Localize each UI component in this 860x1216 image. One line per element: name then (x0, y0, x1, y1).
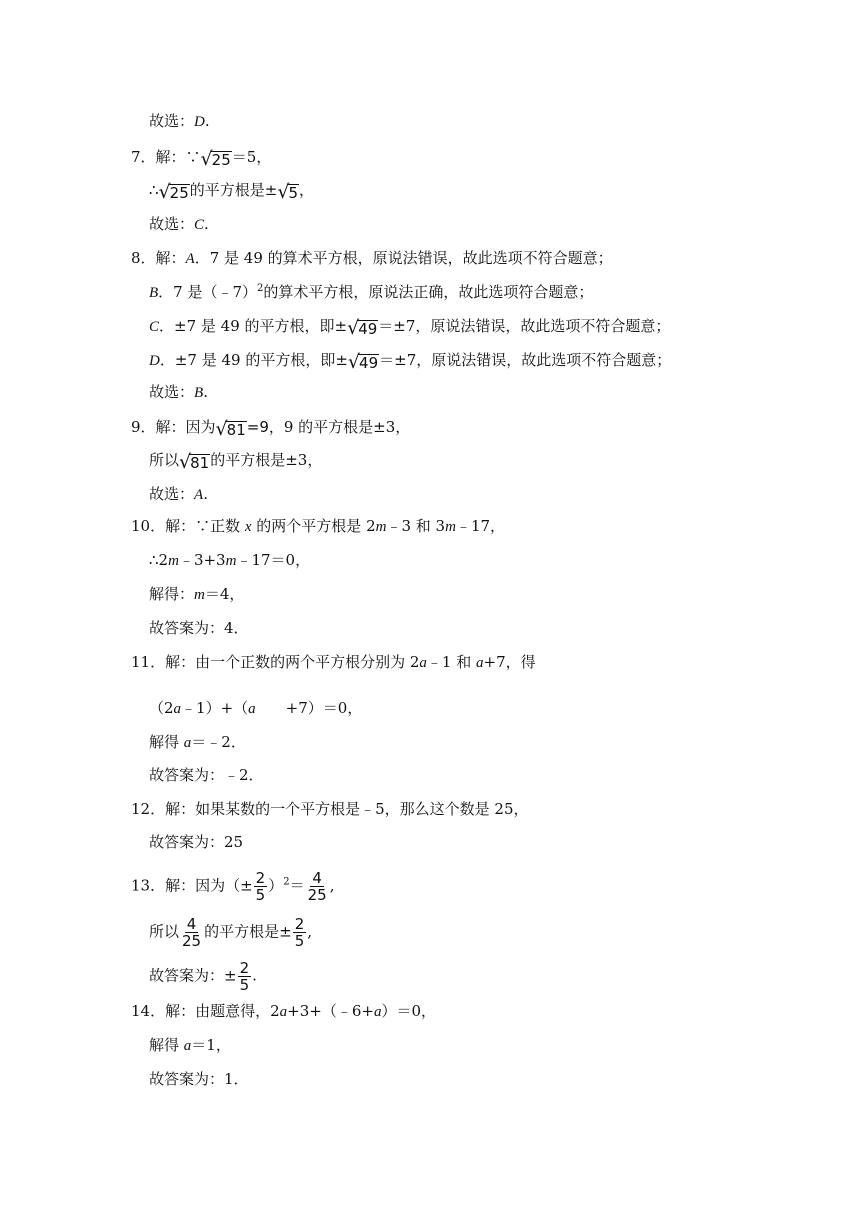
text: ， (298, 181, 314, 199)
q7-conclusion (149, 214, 209, 235)
fraction-2-5: $\frac{2}{5}$ (294, 915, 305, 950)
text: +7，得 (483, 653, 536, 671)
q8-conclusion (149, 382, 208, 403)
q6-conclusion (149, 111, 210, 132)
text: ＝﹣2． (191, 733, 246, 751)
text: ．7 是 49 的算术平方根，原说法错误，故此选项不符合题意； (194, 249, 613, 267)
variable: m (225, 553, 237, 569)
text: 的算术平方根，原说法正确，故此选项符合题意； (263, 283, 594, 301)
text: 故答案为：± (149, 966, 237, 985)
text: 10．解：∵正数 (131, 517, 245, 535)
q12-line1: 12．解：如果某数的一个平方根是﹣5，那么这个数是 25， (131, 800, 529, 818)
text: ﹣17， (455, 517, 506, 535)
q9-line1 (131, 417, 410, 440)
q14-line2 (149, 1035, 231, 1056)
sqrt-81: √81 (179, 451, 210, 473)
text: 故选： (149, 485, 195, 503)
q8-line-d (149, 350, 671, 373)
text: ．±7 是 49 的平方根，即± (159, 351, 348, 369)
text: ．±7 是 49 的平方根，即± (159, 317, 348, 335)
text: 所以 (149, 451, 180, 469)
text: 所以 (149, 922, 180, 941)
q10-line3 (149, 584, 244, 605)
q14-answer: 故答案为：1． (149, 1070, 249, 1088)
text: 的平方根是± (204, 922, 292, 941)
text: +3+（﹣6+ (287, 1002, 374, 1020)
variable: m (168, 553, 179, 569)
text: ﹣3+3 (178, 551, 226, 569)
exponent: 2 (283, 876, 290, 888)
text: 的平方根是±3， (210, 451, 323, 469)
q12-answer: 故答案为：25 (149, 833, 244, 851)
text: ＝ (289, 876, 305, 895)
exponent: 2 (257, 283, 264, 294)
q13-line2 (149, 916, 312, 949)
text: . (203, 485, 208, 503)
q9-conclusion (149, 484, 208, 505)
option-label: C (149, 319, 160, 335)
text: ＝5， (231, 148, 272, 166)
q11-line2 (149, 698, 362, 719)
text: . (204, 215, 209, 233)
variable: a (183, 735, 192, 751)
q11-answer: 故答案为：﹣2． (149, 766, 264, 784)
text: ＝±7，原说法错误，故此选项不符合题意； (378, 317, 671, 335)
variable: a (173, 701, 182, 717)
text: ﹣17＝0， (236, 551, 311, 569)
sqrt-25: √25 (158, 181, 189, 203)
text: ∴ (149, 181, 159, 199)
answer-letter: C (194, 217, 205, 233)
text: （2 (149, 699, 174, 717)
q14-line1 (131, 1001, 436, 1022)
text: , (329, 876, 335, 895)
q13-line1 (131, 870, 334, 903)
text: 解得 (149, 1036, 184, 1054)
option-label: B (149, 285, 159, 301)
q10-line2 (149, 550, 310, 571)
text: =9 (246, 418, 269, 436)
text: ．7 是（﹣7） (158, 283, 258, 301)
text: 14．解：由题意得，2 (131, 1002, 280, 1020)
variable: a (183, 1038, 192, 1054)
text: . (204, 112, 210, 130)
variable: m (194, 587, 205, 603)
text: ﹣3 和 3 (386, 517, 446, 535)
text: ＝4， (204, 585, 245, 603)
text: 13．解：因为（± (131, 876, 253, 895)
q8-line-b (149, 282, 593, 303)
text: 11．解：由一个正数的两个平方根分别为 2 (131, 653, 420, 671)
fraction-2-5: $\frac{2}{5}$ (255, 869, 266, 904)
text: ﹣1 和 (426, 653, 476, 671)
text: , (307, 922, 313, 941)
text: +7）＝0， (285, 699, 363, 717)
variable: a (373, 1004, 382, 1020)
variable: a (476, 655, 484, 671)
q8-line-a (131, 248, 613, 269)
text: 解得： (149, 585, 195, 603)
sqrt-49: √49 (347, 317, 378, 339)
text: ）＝0， (381, 1002, 436, 1020)
text: 7．解：∵ (131, 148, 201, 166)
sqrt-81: √81 (215, 418, 246, 440)
text: 8．解： (131, 249, 186, 267)
text: 的平方根是± (189, 181, 278, 199)
q13-answer (149, 960, 257, 993)
q7-line2 (149, 180, 314, 203)
sqrt-25: √25 (200, 148, 231, 170)
text: 故选： (149, 215, 195, 233)
variable: m (445, 519, 456, 535)
text: ∴2 (149, 551, 169, 569)
answer-letter: B (194, 385, 204, 401)
q11-line1 (131, 652, 536, 673)
q11-line3 (149, 732, 246, 753)
q10-answer: 故答案为：4． (149, 619, 249, 637)
text: ，9 的平方根是±3， (268, 418, 411, 436)
text: 解得 (149, 733, 184, 751)
text: 9．解：因为 (131, 418, 216, 436)
answer-letter: D (194, 114, 205, 130)
q7-line1 (131, 147, 271, 170)
variable: a (419, 655, 427, 671)
fraction-4-25: $\frac{4}{25}$ (182, 915, 202, 950)
text: . (203, 383, 208, 401)
option-label: A (185, 251, 195, 267)
q9-line2 (149, 450, 322, 473)
answer-letter: A (194, 487, 204, 503)
text: ﹣1）+（ (181, 699, 249, 717)
text: 故选： (149, 383, 195, 401)
text: ＝1， (191, 1036, 231, 1054)
text: 的两个平方根是 2 (251, 517, 376, 535)
fraction-4-25: $\frac{4}{25}$ (307, 869, 327, 904)
fraction-2-5: $\frac{2}{5}$ (239, 959, 250, 994)
q8-line-c (149, 316, 670, 339)
text: ） (268, 876, 284, 895)
text: ＝±7，原说法错误，故此选项不符合题意； (379, 351, 672, 369)
sqrt-49: √49 (347, 351, 379, 373)
q10-line1 (131, 516, 505, 537)
variable: x (244, 519, 252, 535)
text: 故选： (149, 112, 195, 130)
option-label: D (149, 353, 160, 369)
variable: a (248, 701, 256, 717)
sqrt-5: √5 (277, 181, 298, 203)
variable: m (375, 519, 387, 535)
variable: a (279, 1004, 288, 1020)
text: . (252, 966, 257, 985)
